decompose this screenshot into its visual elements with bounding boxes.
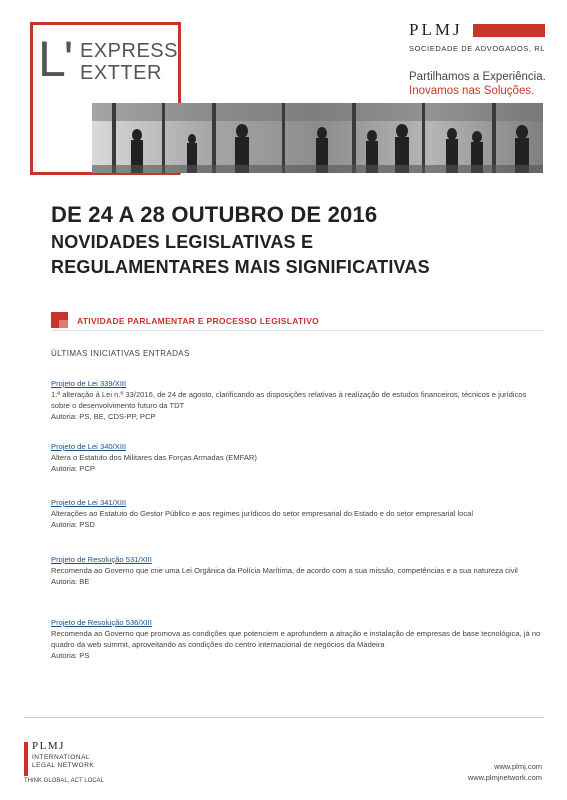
page-title-date: DE 24 A 28 OUTUBRO DE 2016 <box>51 202 378 227</box>
brand-exter: EXTTER <box>80 62 162 84</box>
entry-authorship: Autoria: BE <box>51 577 90 586</box>
entry-description: Recomenda ao Governo que promova as condições que potenciem e aprofundem a atração e instalação de empresas de base tecnológica, já no quadro da web summit, aproveitando as condições do centro internacional de negócios da Madeira <box>51 629 541 649</box>
footer-logo-name: PLMJ <box>32 740 65 752</box>
tagline-line-2: Inovamos nas Soluções. <box>409 85 535 97</box>
list-item <box>51 378 544 422</box>
list-item <box>51 497 544 530</box>
footer-url-network[interactable]: www.plmjnetwork.com <box>467 773 542 782</box>
entry-description: Altera o Estatuto dos Militares das Forças Armadas (EMFAR) <box>51 453 257 462</box>
entry-description: Recomenda ao Governo que crie uma Lei Orgânica da Polícia Marítima, de acordo com a sua missão, competências e a sua natureza civil <box>51 566 518 575</box>
section-divider <box>51 330 544 331</box>
logo-red-bar <box>473 24 545 37</box>
list-item <box>51 441 544 474</box>
entry-link[interactable]: Projeto de Resolução 531/XIII <box>51 555 152 564</box>
section-marker-icon <box>51 312 68 328</box>
footer-divider <box>24 717 544 718</box>
brand-l-letter: L' <box>38 31 72 87</box>
section-subheading: ÚLTIMAS INICIATIVAS ENTRADAS <box>51 349 190 358</box>
footer-logo-sub-2: LEGAL NETWORK <box>32 762 95 769</box>
header-photo <box>92 103 543 173</box>
entry-link[interactable]: Projeto de Lei 339/XIII <box>51 379 127 388</box>
logo-subtitle: SOCIEDADE DE ADVOGADOS, RL <box>409 44 546 53</box>
entry-link[interactable]: Projeto de Resolução 536/XIII <box>51 618 152 627</box>
entry-description: Alterações ao Estatuto do Gestor Público e aos regimes jurídicos do setor empresarial do Estado e do setor empresarial local <box>51 509 474 518</box>
entry-link[interactable]: Projeto de Lei 340/XIII <box>51 442 127 451</box>
brand-express: EXPRESS <box>80 40 178 62</box>
tagline-line-1: Partilhamos a Experiência. <box>409 71 546 83</box>
header <box>0 0 567 178</box>
entry-authorship: Autoria: PSD <box>51 520 95 529</box>
page-title-line-2: NOVIDADES LEGISLATIVAS E <box>51 232 314 252</box>
footer-logo-sub-1: INTERNATIONAL <box>32 754 91 761</box>
footer-logo-tagline: THINK GLOBAL, ACT LOCAL <box>24 778 104 784</box>
footer-logo <box>24 742 144 782</box>
entry-authorship: Autoria: PCP <box>51 464 95 473</box>
list-item <box>51 554 544 587</box>
entry-authorship: Autoria: PS <box>51 651 90 660</box>
entry-description: 1.ª alteração à Lei n.º 33/2016, de 24 de agosto, clarificando as disposições relativas à realização de estudos financeiros, técnicos e jurídicos sobre o desenvolvimento futuro da TDT <box>51 390 527 410</box>
footer-url-plmj[interactable]: www.plmj.com <box>494 762 542 771</box>
logo-name: PLMJ <box>409 20 463 39</box>
page-title-line-3: REGULAMENTARES MAIS SIGNIFICATIVAS <box>51 257 430 277</box>
entry-link[interactable]: Projeto de Lei 341/XIII <box>51 498 127 507</box>
section-title: ATIVIDADE PARLAMENTAR E PROCESSO LEGISLATIVO <box>77 316 320 326</box>
entry-authorship: Autoria: PS, BE, CDS-PP, PCP <box>51 412 156 421</box>
list-item <box>51 617 544 661</box>
footer-logo-bar <box>24 742 28 776</box>
